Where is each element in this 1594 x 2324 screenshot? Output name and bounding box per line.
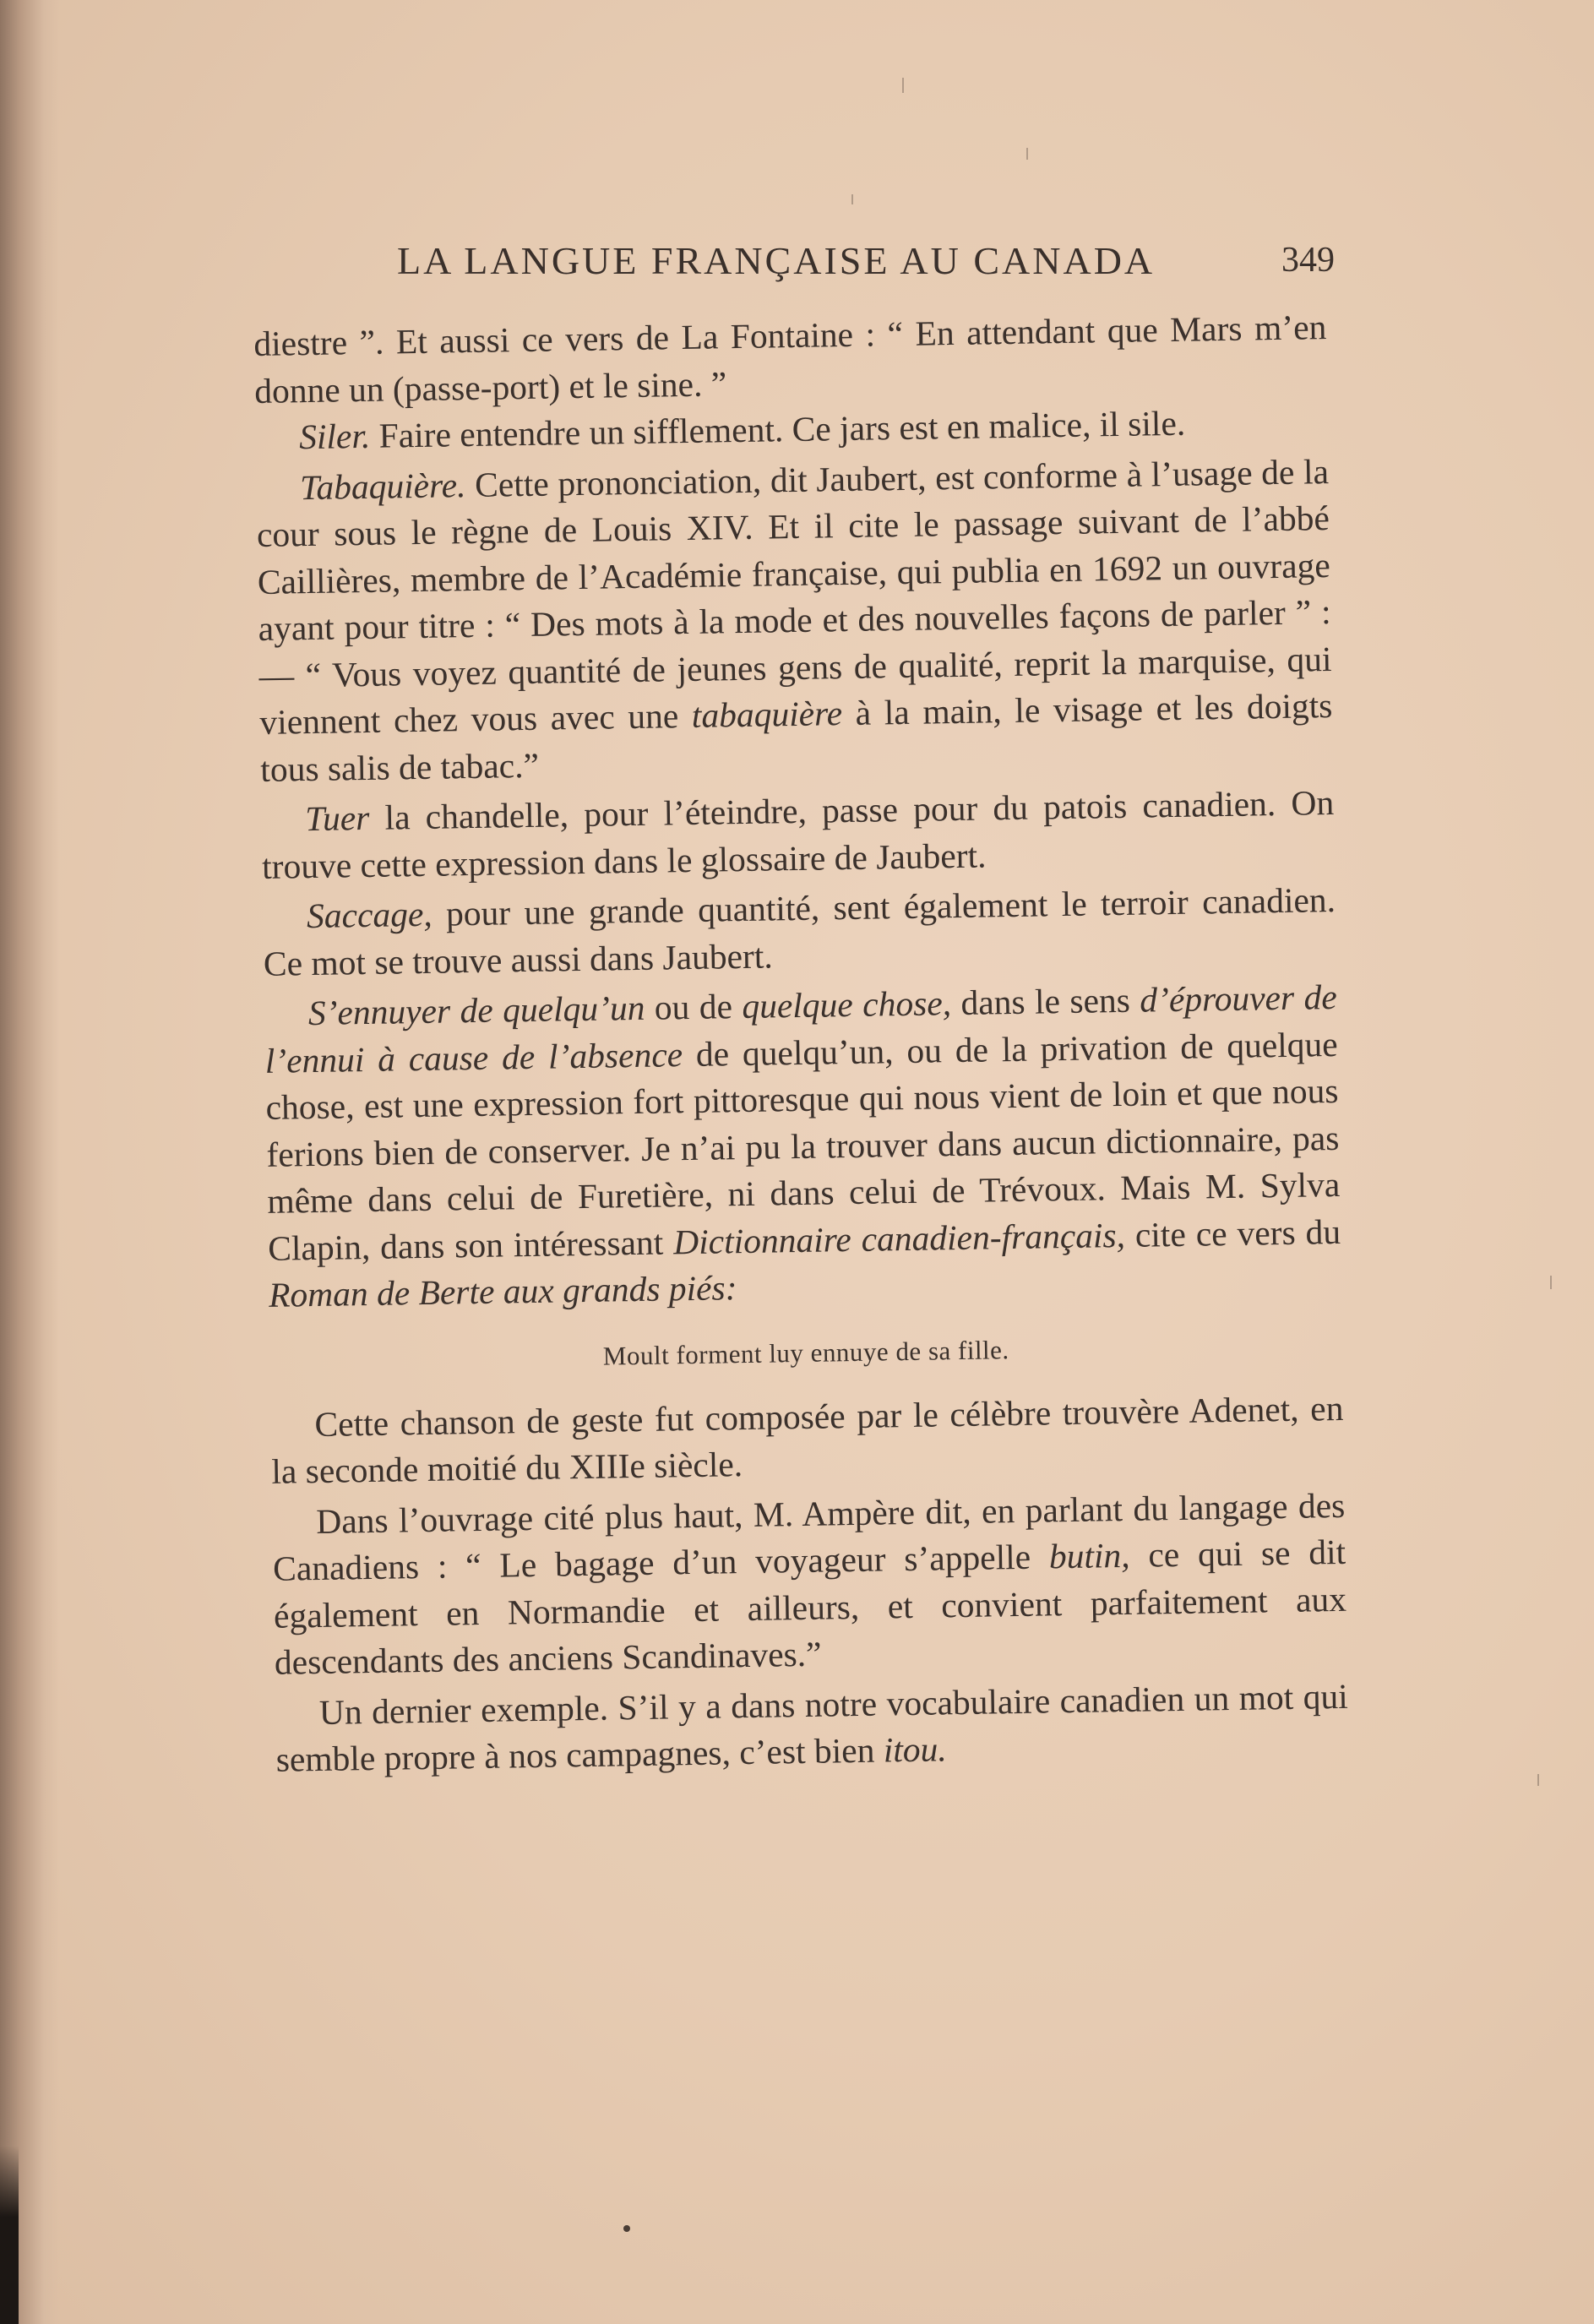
italic-word: butin, [1048,1535,1130,1576]
italic-phrase: quelque chose, [742,983,952,1026]
body-text [253,304,1349,1783]
paragraph-text: Dans l’ouvrage cité plus haut, M. Ampère dit, en parlant du langage des Canadiens : “ Le bagage d’un voyageur s’appelle [272,1485,1346,1588]
paper-speck [851,194,853,204]
paragraph-text: Cette chanson de geste fut composée par le célèbre trouvère Adenet, en la seconde moitié du XIIIe siècle. [271,1388,1344,1491]
binding-edge-dark [0,2146,19,2324]
paragraph-text: à la main, le visage et les doigts tous salis de tabac.” [259,685,1333,789]
paper-speck [1026,148,1028,160]
headword: S’ennuyer de quelqu’un [307,988,645,1033]
page-header [397,238,1335,289]
paragraph-text: de quelqu’un, ou de la privation de quelque chose, est une expression fort pittoresque qui nous vient de loin et que nous ferions bien de conserver. Je n’ai pu la trouver dans aucun dictionnaire, pas même dans celui de Furetière, ni dans celui de Trévoux. Mais M. Sylva Clapin, dans son intéressant [265,1024,1341,1268]
headword: Saccage, [306,894,433,936]
paragraph-text: ou de [645,987,743,1027]
paragraph-text: Cette prononciation, dit Jaubert, est conforme à l’usage de la cour sous le règne de Louis XIV. Et il cite le passage suivant de l’abbé Caillières, membre de l’Académie française, qui publia en 1692 un ouvrage ayant pour titre : “ Des mots à la mode et des nouvelles façons de parler ” : — “ Vous voyez quantité de jeunes gens de qualité, reprit la marquise, qui viennent chez vous avec une [256,451,1332,742]
paragraph-tabaquiere [256,449,1334,793]
binding-gutter-shadow [0,0,59,2324]
paragraph-text: cite ce vers du [1124,1211,1341,1255]
paper-speck [902,78,904,93]
headword: Tabaquière. [299,465,466,507]
paragraph-text: la chandelle, pour l’éteindre, passe pour du patois canadien. On trouve cette expression dans le glossaire de Jaubert. [261,782,1335,886]
paragraph-chanson [270,1385,1345,1495]
italic-phrase: d’éprouver de l’ennui à cause de l’absence [264,977,1338,1080]
paragraph-tuer [261,780,1336,890]
italic-title: Dictionnaire canadien-français, [672,1215,1126,1261]
paragraph-sennuyer [264,974,1341,1319]
paragraph-ampere [272,1482,1347,1686]
paragraph-text: pour une grande quantité, sent également le terroir canadien. Ce mot se trouve aussi dans Jaubert. [263,879,1336,983]
paragraph-itou [275,1673,1349,1783]
paragraph-text: diestre ”. Et aussi ce vers de La Fontaine : “ En attendant que Mars m’en donne un (passe-port) et le sine. ” [253,308,1327,411]
page-number: 349 [1281,241,1335,280]
paragraph-text: Un dernier exemple. S’il y a dans notre vocabulaire canadien un mot qui semble propre à nos campagnes, c’est bien [275,1676,1349,1779]
italic-title: Roman de Berte aux grands piés: [268,1268,737,1314]
printer-mark-dot [623,2225,630,2232]
paragraph-text: Faire entendre un sifflement. Ce jars est en malice, il sile. [369,403,1186,455]
paragraph-text: ce qui se dit également en Normandie et ailleurs, et convient parfaitement aux descendants des anciens Scandinaves.” [273,1532,1347,1682]
italic-word: tabaquière [691,694,843,735]
italic-word: itou. [883,1729,948,1770]
paragraph-continuation [253,304,1328,415]
headword: Siler. [298,416,371,457]
paper-speck [1537,1774,1539,1786]
running-title: LA LANGUE FRANÇAISE AU CANADA [397,239,1156,282]
headword: Tuer [304,797,370,839]
verse-quote: Moult forment luy ennuye de sa fille. [602,1334,1009,1371]
paragraph-saccage [263,877,1337,988]
paper-speck [1550,1276,1552,1289]
paragraph-text: dans le sens [950,980,1140,1023]
